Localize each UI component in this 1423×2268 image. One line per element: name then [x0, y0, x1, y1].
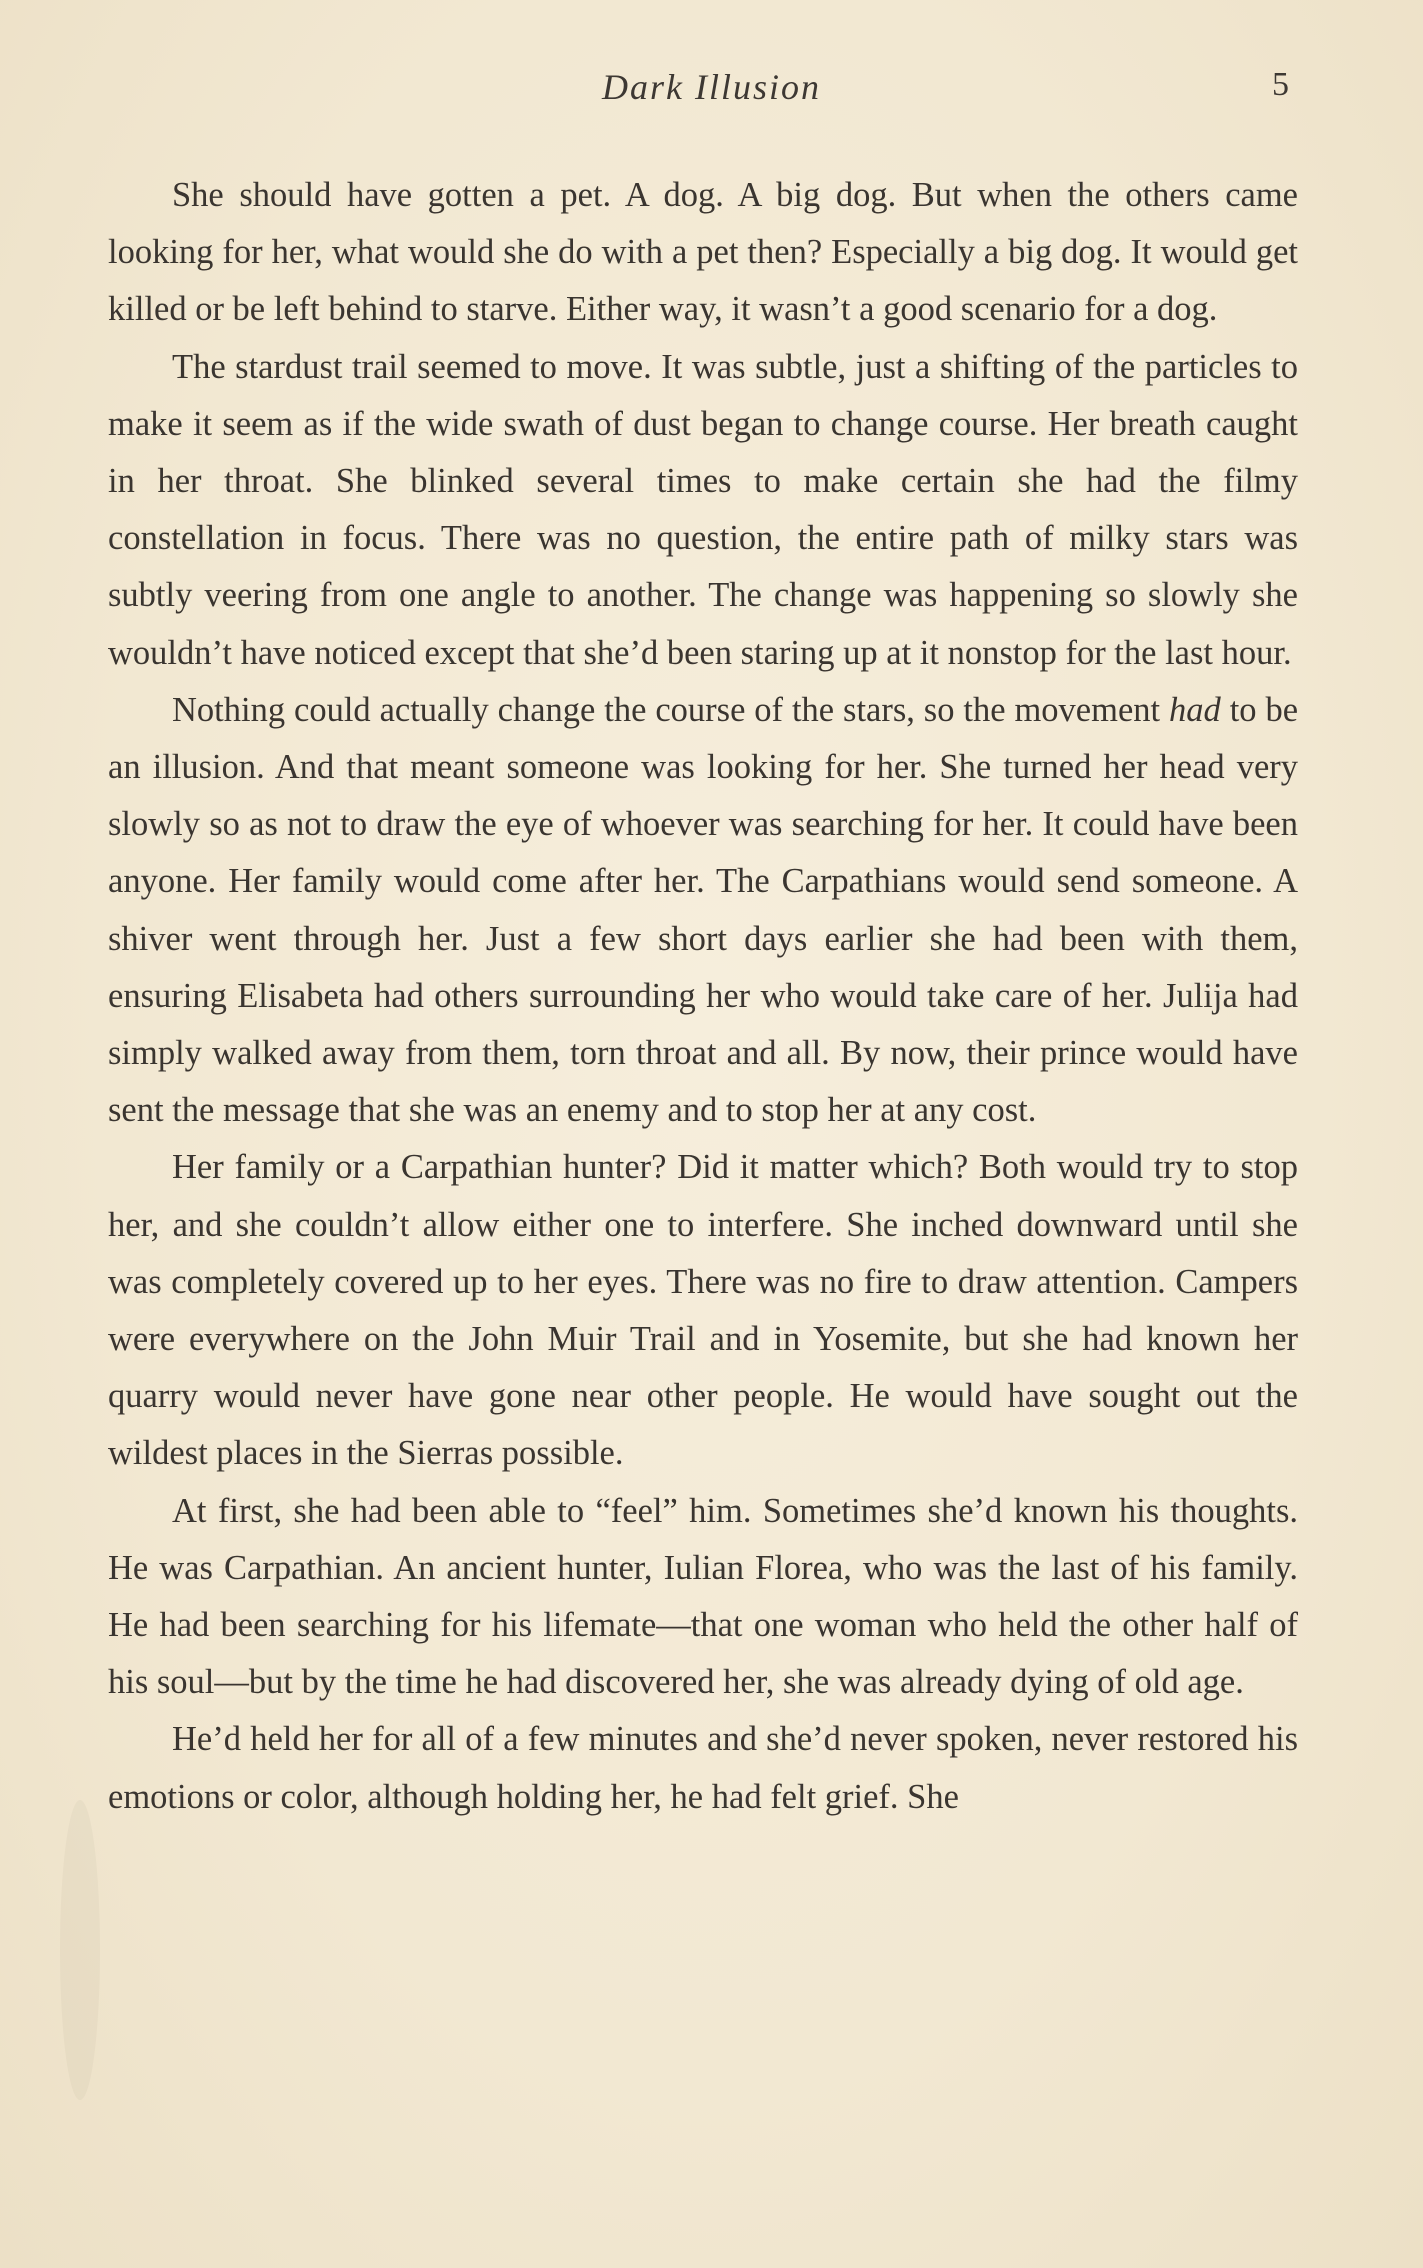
paragraph-5: At first, she had been able to “feel” him. Sometimes she’d known his thoughts. He was Carpathian. An ancient hunter, Iulian Florea, who was the last of his family. He had been searching for his lifemate—that one woman who held the other half of his soul—but by the time he had discovered her, she was already dying of old age. — [108, 1491, 1298, 1702]
paragraph-3-lead: Nothing could actually change the course of the stars, so the movement — [172, 690, 1161, 729]
paragraph-3 — [108, 682, 1298, 1140]
paragraph-2: The stardust trail seemed to move. It was subtle, just a shifting of the particles to make it seem as if the wide swath of dust began to change course. Her breath caught in her throat. She blinked several times to make certain she had the filmy constellation in focus. There was no question, the entire path of milky stars was subtly veering from one angle to another. The change was happening so slowly she wouldn’t have noticed except that she’d been staring up at it nonstop for the last hour. — [108, 347, 1298, 672]
paragraph-1: She should have gotten a pet. A dog. A big dog. But when the others came looking for her, what would she do with a pet then? Especially a big dog. It would get killed or be left behind to starve. Either way, it wasn’t a good scenario for a dog. — [108, 176, 1298, 329]
body-text — [108, 167, 1298, 1826]
paragraph-4: Her family or a Carpathian hunter? Did it matter which? Both would try to stop her, and she couldn’t allow either one to interfere. She inched downward until she was completely covered up to her eyes. There was no fire to draw attention. Campers were everywhere on the John Muir Trail and in Yosemite, but she had known her quarry would never have gone near other people. He would have sought out the wildest places in the Sierras possible. — [108, 1148, 1298, 1473]
paper-smudge — [60, 1800, 100, 2100]
emphasis-had: had — [1169, 690, 1221, 729]
paragraph-3-rest: to be an illusion. And that meant someone was looking for her. She turned her head very slowly so as not to draw the eye of whoever was searching for her. It could have been anyone. Her family would come after her. The Carpathians would send someone. A shiver went through her. Just a few short days earlier she had been with them, ensuring Elisabeta had others surrounding her who would take care of her. Julija had simply walked away from them, torn throat and all. By now, their prince would have sent the message that she was an enemy and to stop her at any cost. — [108, 690, 1299, 1130]
page-number: 5 — [1272, 66, 1289, 103]
paragraph-6: He’d held her for all of a few minutes and she’d never spoken, never restored his emotions or color, although holding her, he had felt grief. She — [108, 1720, 1298, 1816]
book-title: Dark Illusion — [602, 67, 821, 107]
running-head — [0, 62, 1423, 112]
